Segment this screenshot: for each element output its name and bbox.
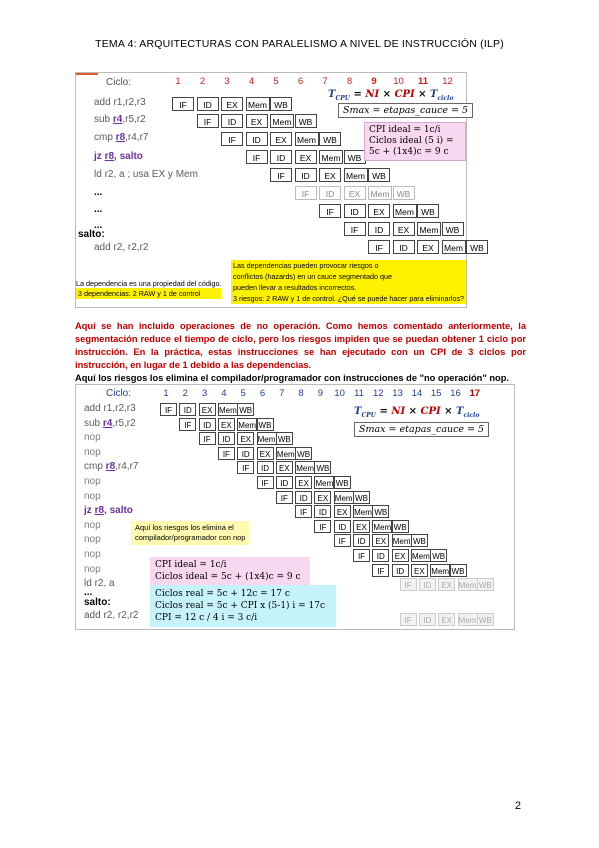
pipeline-stage-ex: EX	[246, 114, 268, 128]
cycle-number: 5	[240, 388, 246, 399]
pipeline-stage-ex: EX	[344, 186, 366, 200]
pipeline-stage-wb: WB	[442, 222, 464, 236]
instruction-row: add r1,r2,r3	[94, 97, 146, 108]
cpu-time-formula: $T_{CPU}$ = NI × CPI × $T_{ciclo}$	[328, 89, 454, 102]
cycle-number: 10	[334, 388, 345, 399]
cpu-time-formula: $T_{CPU}$ = NI × CPI × $T_{ciclo}$	[354, 406, 480, 419]
instruction-row: nop	[84, 446, 101, 458]
pipeline-stage-if: IF	[344, 222, 366, 236]
cycle-number: 5	[273, 76, 279, 87]
pipeline-stage-wb: WB	[334, 476, 351, 489]
nop-note-line: Aquí los riesgos los elimina el	[135, 523, 234, 532]
pipeline-stage-id: ID	[199, 418, 216, 431]
pipeline-stage-wb: WB	[430, 549, 447, 562]
cycle-number: 3	[224, 76, 230, 87]
pipeline-stage-wb: WB	[411, 534, 428, 547]
pipeline-stage-if: IF	[237, 461, 254, 474]
pipeline-stage-wb: WB	[368, 168, 390, 182]
cpi-result-line: 5c + (1x4)c = 9 c	[369, 147, 449, 157]
pipeline-stage-wb: WB	[314, 461, 331, 474]
instruction-row: nop	[84, 534, 101, 546]
pipeline-stage-id: ID	[372, 549, 389, 562]
instruction-row: ld r2, a	[84, 578, 115, 590]
cpi-real-box	[150, 585, 336, 627]
smax-text: Smax = etapas_cauce = 5	[343, 105, 469, 116]
pipeline-stage-id: ID	[246, 132, 268, 146]
register-highlight: r8	[105, 461, 116, 473]
cycle-number: 16	[450, 388, 461, 399]
pipeline-stage-id: ID	[334, 520, 351, 533]
pipeline-stage-if: IF	[199, 432, 216, 445]
pipeline-stage-mem: Mem	[417, 222, 441, 236]
cycle-number: 14	[411, 388, 423, 399]
smax-text: Smax = etapas_cauce = 5	[359, 424, 485, 435]
pipeline-stage-if: IF	[246, 150, 268, 164]
pipeline-stage-wb: WB	[477, 578, 494, 591]
pipeline-stage-id: ID	[237, 447, 254, 460]
pipeline-stage-ex: EX	[295, 150, 317, 164]
instruction-row: nop	[84, 490, 101, 502]
pipeline-stage-if: IF	[314, 520, 331, 533]
pipeline-stage-wb: WB	[295, 114, 317, 128]
instruction-row: cmp r8,r4,r7	[84, 461, 139, 473]
cycle-number: 4	[248, 76, 255, 87]
pipeline-stage-mem: Mem	[257, 432, 277, 445]
cycle-number: 12	[373, 388, 384, 399]
cycle-number: 15	[430, 388, 442, 399]
pipeline-stage-wb: WB	[477, 613, 494, 626]
pipeline-stage-id: ID	[276, 476, 293, 489]
page-header: TEMA 4: ARQUITECTURAS CON PARALELISMO A NIVEL DE INSTRUCCIÓN (ILP)	[95, 38, 504, 50]
pipeline-stage-if: IF	[334, 534, 351, 547]
register-highlight: r8	[115, 132, 126, 143]
pipeline-stage-wb: WB	[319, 132, 341, 146]
risk-note-line: conflictos (hazards) en un cauce segmentado que	[231, 271, 466, 282]
register-highlight: r4	[102, 417, 113, 429]
dependency-note	[76, 279, 221, 299]
cycle-number: 12	[442, 76, 453, 87]
risk-note	[231, 260, 466, 304]
instruction-row: ld r2, a ; usa EX y Mem	[94, 169, 198, 180]
cycle-number: 6	[259, 388, 266, 399]
salto-label: salto:	[84, 597, 111, 608]
pipeline-stage-mem: Mem	[368, 186, 392, 200]
cycle-number: 8	[346, 76, 353, 87]
pipeline-stage-wb: WB	[270, 97, 292, 111]
cpi-cycles-line: Ciclos ideal (5 i) =	[369, 136, 454, 146]
page-number: 2	[514, 800, 521, 812]
pipeline-stage-id: ID	[368, 222, 390, 236]
pipeline-stage-id: ID	[314, 505, 331, 518]
pipeline-stage-mem: Mem	[430, 564, 450, 577]
pipeline-stage-wb: WB	[417, 204, 439, 218]
cycle-number: 10	[393, 76, 404, 87]
pipeline-stage-id: ID	[419, 578, 436, 591]
pipeline-stage-id: ID	[353, 534, 370, 547]
instruction-row: sub r4,r5,r2	[84, 417, 136, 429]
pipeline-stage-mem: Mem	[295, 461, 315, 474]
pipeline-stage-wb: WB	[392, 520, 409, 533]
pipeline-stage-ex: EX	[353, 520, 370, 533]
pipeline-stage-mem: Mem	[237, 418, 257, 431]
pipeline-stage-if: IF	[372, 564, 389, 577]
pipeline-stage-ex: EX	[368, 204, 390, 218]
pipeline-stage-id: ID	[179, 403, 196, 416]
dependency-note-line: La dependencia es una propiedad del código.	[76, 279, 222, 288]
pipeline-stage-mem: Mem	[353, 505, 373, 518]
paragraph-nop-compiler: Aquí los riesgos los elimina el compilador/programador con instrucciones de "no operación" nop.	[75, 373, 509, 383]
register-highlight: r8	[104, 151, 115, 162]
pipeline-stage-ex: EX	[295, 476, 312, 489]
cpi-ideal-box	[150, 557, 310, 585]
pipeline-stage-if: IF	[172, 97, 194, 111]
pipeline-stage-ex: EX	[237, 432, 254, 445]
pipeline-stage-mem: Mem	[276, 447, 296, 460]
pipeline-stage-ex: EX	[372, 534, 389, 547]
pipeline-stage-if: IF	[295, 505, 312, 518]
pipeline-stage-mem: Mem	[458, 578, 478, 591]
pipeline-stage-if: IF	[295, 186, 317, 200]
instruction-add-final: add r2, r2,r2	[94, 242, 149, 253]
cycles-real-line: Ciclos real = 5c + 12c = 17 c	[155, 589, 290, 599]
nop-yellow-note	[131, 521, 249, 545]
cycle-number: 1	[163, 388, 169, 399]
risk-note-line: Las dependencias pueden provocar riesgos o	[231, 260, 466, 271]
pipeline-stage-id: ID	[319, 186, 341, 200]
risk-count: 3 riesgos: 2 RAW y 1 de control. ¿Qué se puede hacer para eliminarlos?	[233, 294, 465, 303]
instruction-add-final: add r2, r2,r2	[84, 610, 139, 621]
pipeline-stage-id: ID	[221, 114, 243, 128]
pipeline-stage-if: IF	[276, 491, 293, 504]
pipeline-stage-id: ID	[419, 613, 436, 626]
pipeline-stage-if: IF	[221, 132, 243, 146]
pipeline-stage-id: ID	[295, 491, 312, 504]
pipeline-stage-if: IF	[319, 204, 341, 218]
cycle-number: 6	[297, 76, 304, 87]
ellipsis: ...	[84, 587, 93, 598]
pipeline-stage-if: IF	[197, 114, 219, 128]
pipeline-stage-id: ID	[344, 204, 366, 218]
pipeline-stage-if: IF	[353, 549, 370, 562]
pipeline-stage-ex: EX	[393, 222, 415, 236]
pipeline-stage-id: ID	[257, 461, 274, 474]
pipeline-stage-ex: EX	[334, 505, 351, 518]
pipeline-stage-if: IF	[368, 240, 390, 254]
pipeline-stage-id: ID	[392, 564, 409, 577]
instruction-row: ...	[94, 187, 103, 198]
instruction-row: sub r4,r5,r2	[94, 114, 146, 125]
pipeline-stage-mem: Mem	[270, 114, 294, 128]
cycle-label: Ciclo:	[106, 388, 132, 399]
smax-box	[354, 422, 489, 437]
salto-label: salto:	[78, 229, 105, 240]
instruction-row: nop	[84, 432, 101, 444]
cycle-number: 8	[298, 388, 304, 399]
pipeline-stage-wb: WB	[257, 418, 274, 431]
pipeline-stage-mem: Mem	[246, 97, 270, 111]
nop-note-line: compilador/programador con nop	[135, 533, 246, 542]
pipeline-stage-ex: EX	[392, 549, 409, 562]
cpi-ideal-box	[364, 122, 466, 161]
register-highlight: r8	[94, 505, 105, 517]
instruction-row: cmp r8,r4,r7	[94, 132, 149, 143]
cpi-result-line: CPI = 12 c / 4 i = 3 c/i	[155, 613, 258, 623]
cycle-number: 7	[279, 388, 285, 399]
cycle-number: 13	[392, 388, 403, 399]
cycle-number: 2	[182, 388, 188, 399]
pipeline-stage-mem: Mem	[319, 150, 343, 164]
instruction-row: nop	[84, 476, 101, 487]
pipeline-stage-if: IF	[400, 613, 417, 626]
pipeline-stage-ex: EX	[417, 240, 439, 254]
cycles-real-formula: Ciclos real = 5c + CPI x (5-1) i = 17c	[155, 601, 326, 611]
cycle-number: 3	[201, 388, 208, 399]
instruction-row: add r1,r2,r3	[84, 403, 136, 414]
instruction-row: ...	[94, 220, 103, 231]
pipeline-stage-ex: EX	[319, 168, 341, 182]
pipeline-stage-if: IF	[179, 418, 196, 431]
cycle-number: 11	[354, 388, 364, 399]
pipeline-figure-nop	[75, 384, 515, 630]
pipeline-stage-id: ID	[218, 432, 235, 445]
pipeline-stage-ex: EX	[218, 418, 235, 431]
cpi-cycles-line: Ciclos ideal = 5c + (1x4)c = 9 c	[155, 572, 301, 582]
pipeline-stage-id: ID	[270, 150, 292, 164]
pipeline-stage-mem: Mem	[218, 403, 238, 416]
instruction-row: nop	[84, 563, 101, 575]
instruction-row: jz r8, salto	[94, 151, 143, 162]
pipeline-stage-mem: Mem	[344, 168, 368, 182]
pipeline-stage-ex: EX	[257, 447, 274, 460]
pipeline-stage-mem: Mem	[393, 204, 417, 218]
pipeline-stage-wb: WB	[393, 186, 415, 200]
pipeline-stage-wb: WB	[276, 432, 293, 445]
pipeline-stage-ex: EX	[438, 578, 455, 591]
pipeline-stage-ex: EX	[221, 97, 243, 111]
pipeline-stage-ex: EX	[314, 491, 331, 504]
pipeline-stage-id: ID	[295, 168, 317, 182]
dependency-count: 3 dependencias: 2 RAW y 1 de control	[76, 288, 221, 299]
cycle-number: 9	[371, 76, 377, 87]
instruction-row: nop	[84, 549, 101, 560]
instruction-row: ...	[94, 204, 103, 215]
pipeline-stage-if: IF	[218, 447, 235, 460]
pipeline-stage-mem: Mem	[314, 476, 334, 489]
pipeline-stage-if: IF	[400, 578, 417, 591]
pipeline-stage-if: IF	[270, 168, 292, 182]
pipeline-stage-mem: Mem	[442, 240, 466, 254]
pipeline-stage-wb: WB	[353, 491, 370, 504]
pipeline-stage-wb: WB	[372, 505, 389, 518]
pipeline-stage-wb: WB	[237, 403, 254, 416]
red-mark	[76, 73, 98, 75]
pipeline-stage-mem: Mem	[392, 534, 412, 547]
instruction-row: nop	[84, 519, 101, 531]
pipeline-stage-wb: WB	[450, 564, 467, 577]
cycle-number: 7	[322, 76, 328, 87]
pipeline-stage-ex: EX	[199, 403, 216, 416]
pipeline-stage-if: IF	[257, 476, 274, 489]
cycle-number: 4	[221, 388, 227, 399]
pipeline-stage-id: ID	[393, 240, 415, 254]
pipeline-stage-ex: EX	[438, 613, 455, 626]
smax-box	[338, 103, 473, 118]
cycle-number: 2	[199, 76, 206, 87]
pipeline-stage-ex: EX	[276, 461, 293, 474]
cpi-ideal-line: CPI ideal = 1c/i	[155, 560, 227, 570]
paragraph-nop-explanation: Aquí se han incluido operaciones de no operación. Como hemos comentado anteriormente, la segmentación reduce el tiempo de ciclo, pero los riesgos impiden que se puedan obtener 1 ciclo por instrucción. En la práctica, estas instrucciones se han ejecutado con un CPI de 3 ciclos por instrucción, en lugar de 1 debido a las dependencias.	[75, 321, 526, 370]
pipeline-stage-wb: WB	[295, 447, 312, 460]
pipeline-stage-id: ID	[197, 97, 219, 111]
pipeline-stage-wb: WB	[344, 150, 366, 164]
register-highlight: r4	[112, 114, 123, 125]
pipeline-stage-ex: EX	[270, 132, 292, 146]
pipeline-stage-ex: EX	[411, 564, 428, 577]
cycle-number: 1	[175, 76, 181, 87]
pipeline-stage-mem: Mem	[372, 520, 392, 533]
cpi-ideal-line: CPI ideal = 1c/i	[369, 125, 441, 135]
cycle-number: 9	[317, 388, 324, 399]
pipeline-stage-wb: WB	[466, 240, 488, 254]
pipeline-stage-mem: Mem	[411, 549, 431, 562]
instruction-row: jz r8, salto	[84, 505, 133, 517]
pipeline-figure-hazards	[75, 72, 484, 308]
cycle-number: 17	[469, 388, 481, 399]
cycle-number: 11	[417, 76, 429, 87]
risk-note-line: pueden llevar a resultados incorrectos.	[231, 282, 466, 293]
pipeline-stage-mem: Mem	[295, 132, 319, 146]
cycle-label: Ciclo:	[106, 77, 132, 88]
pipeline-stage-mem: Mem	[458, 613, 478, 626]
pipeline-stage-if: IF	[160, 403, 177, 416]
pipeline-stage-mem: Mem	[334, 491, 354, 504]
